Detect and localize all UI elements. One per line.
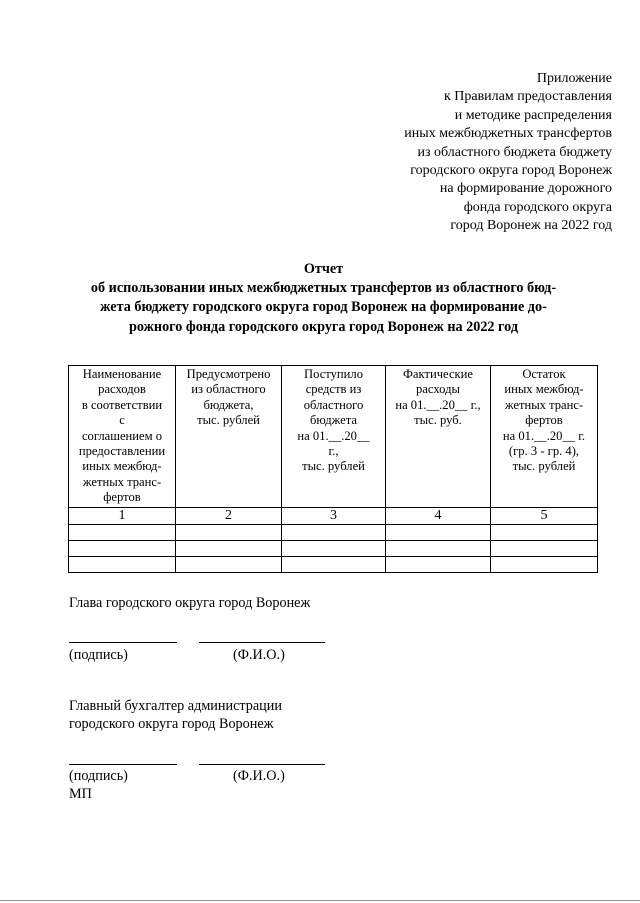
header-text: иных межбюд- [504,382,584,397]
column-number: 2 [176,507,282,524]
header-text: Поступило [304,367,363,381]
table-cell [386,556,491,572]
header-text: областного [303,397,364,412]
header-text: бюджета [310,413,357,428]
appendix-line: иных межбюджетных трансфертов [404,126,612,142]
appendix-line: фонда городского округа [463,199,612,215]
title-line: рожного фонда городского округа город Воронеж на 2022 год [128,318,519,335]
header-text: тыс. руб. [414,413,462,428]
header-text: расходов [98,382,146,397]
header-text: на 01.__.20__ [297,428,370,443]
header-cell-name [69,366,176,508]
table-cell [386,540,491,556]
table-cell [386,524,491,540]
header-text: предоставлении [78,444,166,459]
column-number: 3 [282,507,386,524]
column-number: 4 [386,507,491,524]
header-text: на 01.__.20__ г. [502,428,586,443]
header-cell-actual [386,366,491,508]
header-text: фертов [103,490,141,505]
table-cell [491,540,598,556]
header-cell-received [282,366,386,508]
table-cell [69,556,176,572]
header-text: жетных транс- [504,397,584,412]
accountant-title: городского округа город Воронеж [69,716,274,732]
fio-label: (Ф.И.О.) [233,768,285,784]
signature-line [69,764,177,765]
header-text: соглашением о [81,428,163,443]
accountant-title: Главный бухгалтер администрации [69,698,282,714]
appendix-line: городского округа город Воронеж [410,163,612,179]
header-text: Остаток [522,367,566,381]
document-title [60,260,587,337]
table-cell [491,524,598,540]
header-text: иных межбюд- [82,459,162,474]
table-cell [282,540,386,556]
header-text: Фактические [402,367,473,381]
signature-label: (подпись) [69,647,128,663]
header-text: на 01.__.20__ г., [395,397,481,412]
column-number: 1 [69,507,176,524]
header-cell-balance [491,366,598,508]
appendix-line: Приложение [536,71,612,86]
header-text: Наименование [82,367,162,381]
fio-line [199,764,325,765]
table-cell [176,556,282,572]
appendix-line: и методике распределения [454,107,612,123]
header-text: с [119,413,125,428]
title-line: об использовании иных межбюджетных трансфертов из областного бюд- [90,280,557,297]
signature-line [69,642,177,643]
appendix-block [312,70,612,236]
header-text: средств из [305,382,362,397]
title-line: жета бюджету городского округа город Воронеж на формирование до- [100,299,547,316]
stamp-label: МП [69,786,92,802]
table-row [69,540,598,556]
table-cell [282,556,386,572]
column-number-row [69,507,598,524]
header-text: в соответствии [81,397,163,412]
table-cell [282,524,386,540]
head-title: Глава городского округа город Воронеж [69,595,311,611]
table-row [69,556,598,572]
table-row [69,524,598,540]
header-text: фертов [525,413,563,428]
header-text: расходы [416,382,460,397]
report-table [68,365,598,573]
signature-label: (подпись) [69,768,128,784]
title-line: Отчет [303,261,344,277]
header-text: тыс. рублей [197,413,260,428]
page-edge-divider [0,900,640,901]
header-cell-planned [176,366,282,508]
column-number: 5 [491,507,598,524]
header-text: из областного [191,382,266,397]
table-cell [176,540,282,556]
fio-line [199,642,325,643]
appendix-line: из областного бюджета бюджету [417,144,612,160]
header-text: (гр. 3 - гр. 4), [508,444,580,459]
header-text: г., [328,444,339,459]
table-cell [176,524,282,540]
fio-label: (Ф.И.О.) [233,647,285,663]
header-text: Предусмотрено [186,367,271,381]
header-text: тыс. рублей [512,459,576,474]
header-text: жетных транс- [82,474,162,489]
header-text: бюджета, [203,397,254,412]
appendix-line: к Правилам предоставления [443,89,612,105]
header-text: тыс. рублей [302,459,365,474]
appendix-line: город Воронеж на 2022 год [450,218,612,234]
appendix-line: на формирование дорожного [439,181,612,197]
table-cell [491,556,598,572]
table-header-row [69,366,598,508]
table-cell [69,540,176,556]
table-cell [69,524,176,540]
